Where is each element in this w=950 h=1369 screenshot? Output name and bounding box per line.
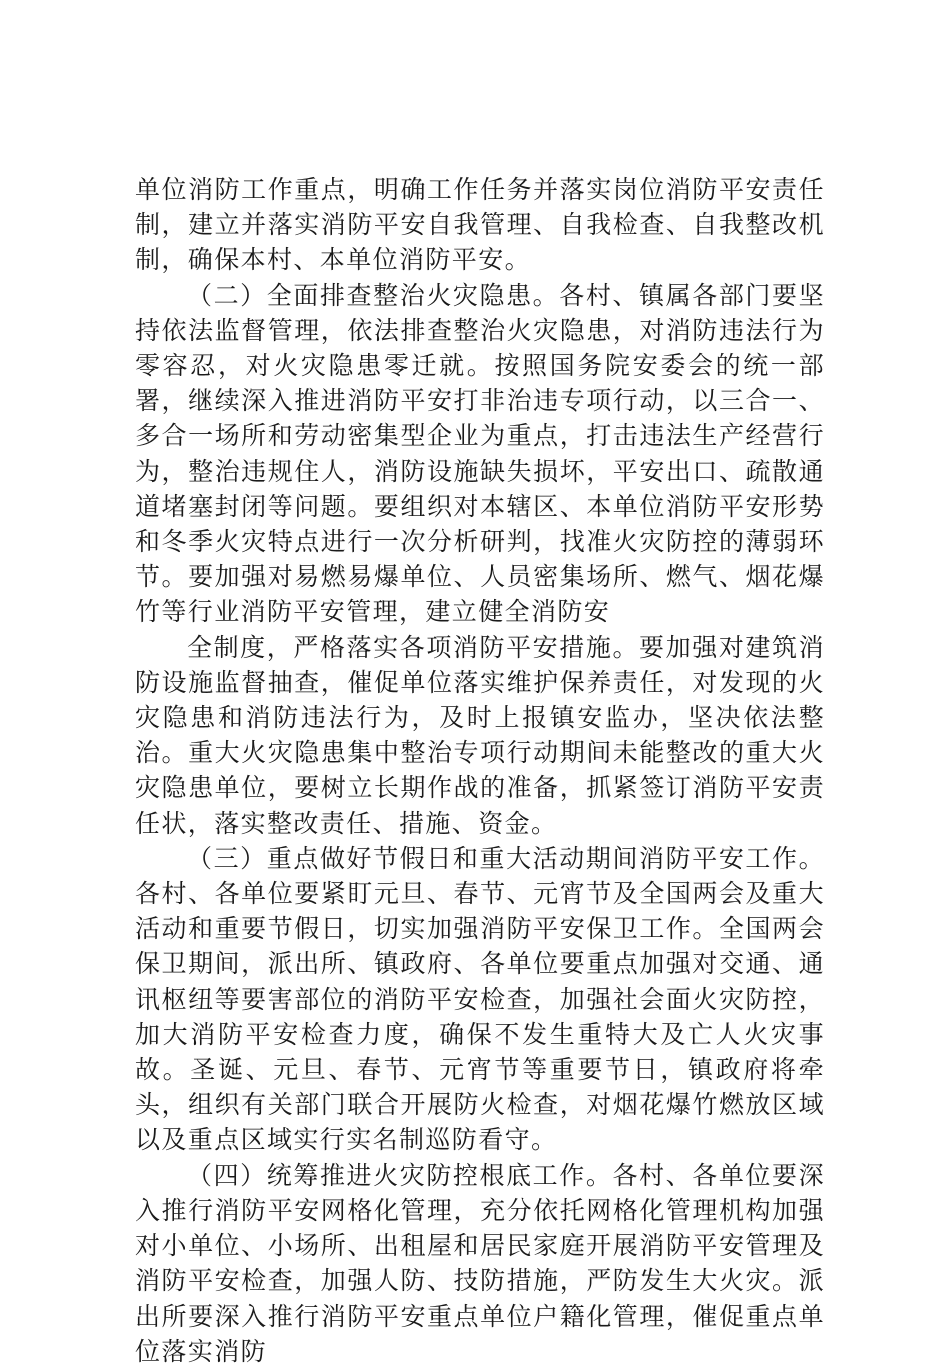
paragraph-section-4: （四）统筹推进火灾防控根底工作。各村、各单位要深入推行消防平安网格化管理，充分依托网格化管理机构加强对小单位、小场所、出租屋和居民家庭开展消防平安管理及消防平安检查，加强人防、技防措施，严防发生大火灾。派出所要深入推行消防平安重点单位户籍化管理，催促重点单位落实消防 [135,1160,825,1366]
paragraph-section-3: （三）重点做好节假日和重大活动期间消防平安工作。各村、各单位要紧盯元旦、春节、元宵节及全国两会及重大活动和重要节假日，切实加强消防平安保卫工作。全国两会保卫期间，派出所、镇政府、各单位要重点加强对交通、通讯枢纽等要害部位的消防平安检查，加强社会面火灾防控，加大消防平安检查力度，确保不发生重特大及亡人火灾事故。圣诞、元旦、春节、元宵节等重要节日，镇政府将牵头，组织有关部门联合开展防火检查，对烟花爆竹燃放区域以及重点区域实行实名制巡防看守。 [135,843,825,1155]
paragraph-section-2: （二）全面排查整治火灾隐患。各村、镇属各部门要坚持依法监督管理，依法排查整治火灾隐患，对消防违法行为零容忍，对火灾隐患零迁就。按照国务院安委会的统一部署，继续深入推进消防平安打非治违专项行动，以三合一、多合一场所和劳动密集型企业为重点，打击违法生产经营行为，整治违规住人，消防设施缺失损坏，平安出口、疏散通道堵塞封闭等问题。要组织对本辖区、本单位消防平安形势和冬季火灾特点进行一次分析研判，找准火灾防控的薄弱环节。要加强对易燃易爆单位、人员密集场所、燃气、烟花爆竹等行业消防平安管理，建立健全消防安 [135,280,825,627]
paragraph-continuation: 单位消防工作重点，明确工作任务并落实岗位消防平安责任制，建立并落实消防平安自我管理、自我检查、自我整改机制，确保本村、本单位消防平安。 [135,175,825,275]
document-body [135,172,825,1369]
paragraph-section-2-continued: 全制度，严格落实各项消防平安措施。要加强对建筑消防设施监督抽查，催促单位落实维护保养责任，对发现的火灾隐患和消防违法行为，及时上报镇安监办，坚决依法整治。重大火灾隐患集中整治专项行动期间未能整改的重大火灾隐患单位，要树立长期作战的准备，抓紧签订消防平安责任状，落实整改责任、措施、资金。 [135,632,825,838]
